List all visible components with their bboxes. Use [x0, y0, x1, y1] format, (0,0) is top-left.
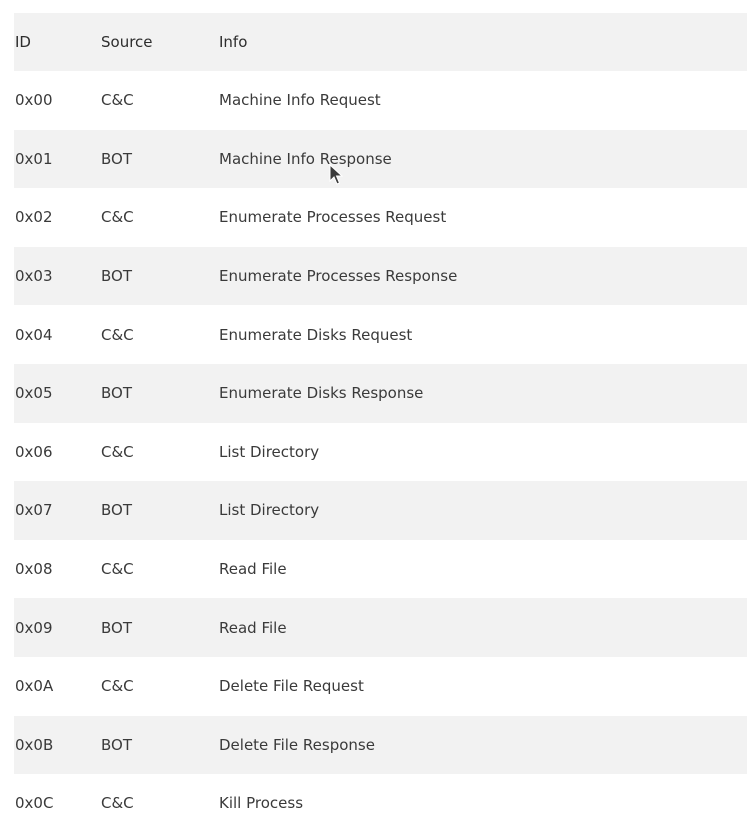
cell-info: List Directory	[219, 442, 320, 461]
table-row	[14, 423, 747, 482]
cell-source: C&C	[101, 91, 134, 110]
cell-info: Machine Info Request	[219, 91, 381, 110]
cell-id: 0x09	[15, 618, 53, 637]
cell-source: C&C	[101, 442, 134, 461]
table-row	[14, 364, 747, 423]
cell-info: Kill Process	[219, 794, 304, 813]
table-row	[14, 247, 747, 306]
table-row	[14, 481, 747, 540]
cell-source: BOT	[101, 384, 132, 403]
cell-info: Delete File Request	[219, 677, 364, 696]
cell-id: 0x02	[15, 208, 53, 227]
table-row	[14, 130, 747, 189]
cell-source: BOT	[101, 618, 132, 637]
command-table-container	[14, 13, 747, 828]
table-row	[14, 716, 747, 775]
header-id: ID	[15, 33, 31, 51]
cell-info: Machine Info Response	[219, 149, 392, 168]
table-row	[14, 188, 747, 247]
cell-source: C&C	[101, 677, 134, 696]
cell-id: 0x01	[15, 149, 53, 168]
table-row	[14, 657, 747, 716]
cell-info: Delete File Response	[219, 735, 375, 754]
cell-id: 0x07	[15, 501, 53, 520]
cell-info: Read File	[219, 560, 287, 579]
cell-source: BOT	[101, 501, 132, 520]
cell-id: 0x04	[15, 325, 53, 344]
cell-id: 0x0C	[15, 794, 54, 813]
cell-source: C&C	[101, 560, 134, 579]
header-source: Source	[101, 33, 153, 51]
cell-info: Enumerate Processes Request	[219, 208, 447, 227]
cell-id: 0x00	[15, 91, 53, 110]
table-row	[14, 774, 747, 828]
cell-source: BOT	[101, 735, 132, 754]
cell-id: 0x08	[15, 560, 53, 579]
header-row	[14, 13, 747, 71]
cell-info: Enumerate Processes Response	[219, 267, 458, 286]
table-row	[14, 71, 747, 130]
table-body	[14, 71, 747, 828]
cell-source: C&C	[101, 794, 134, 813]
header-info: Info	[219, 33, 248, 51]
cell-source: BOT	[101, 267, 132, 286]
cell-info: List Directory	[219, 501, 320, 520]
cell-info: Read File	[219, 618, 287, 637]
cell-info: Enumerate Disks Request	[219, 325, 413, 344]
mouse-pointer-icon	[329, 164, 343, 186]
cell-id: 0x0B	[15, 735, 54, 754]
cell-id: 0x05	[15, 384, 53, 403]
table-row	[14, 598, 747, 657]
cell-id: 0x06	[15, 442, 53, 461]
table-row	[14, 305, 747, 364]
cell-source: C&C	[101, 208, 134, 227]
table-row	[14, 540, 747, 599]
cell-id: 0x03	[15, 267, 53, 286]
cell-id: 0x0A	[15, 677, 54, 696]
command-table	[14, 13, 747, 828]
cell-source: C&C	[101, 325, 134, 344]
cell-info: Enumerate Disks Response	[219, 384, 424, 403]
table-header	[14, 13, 747, 71]
cell-source: BOT	[101, 149, 132, 168]
